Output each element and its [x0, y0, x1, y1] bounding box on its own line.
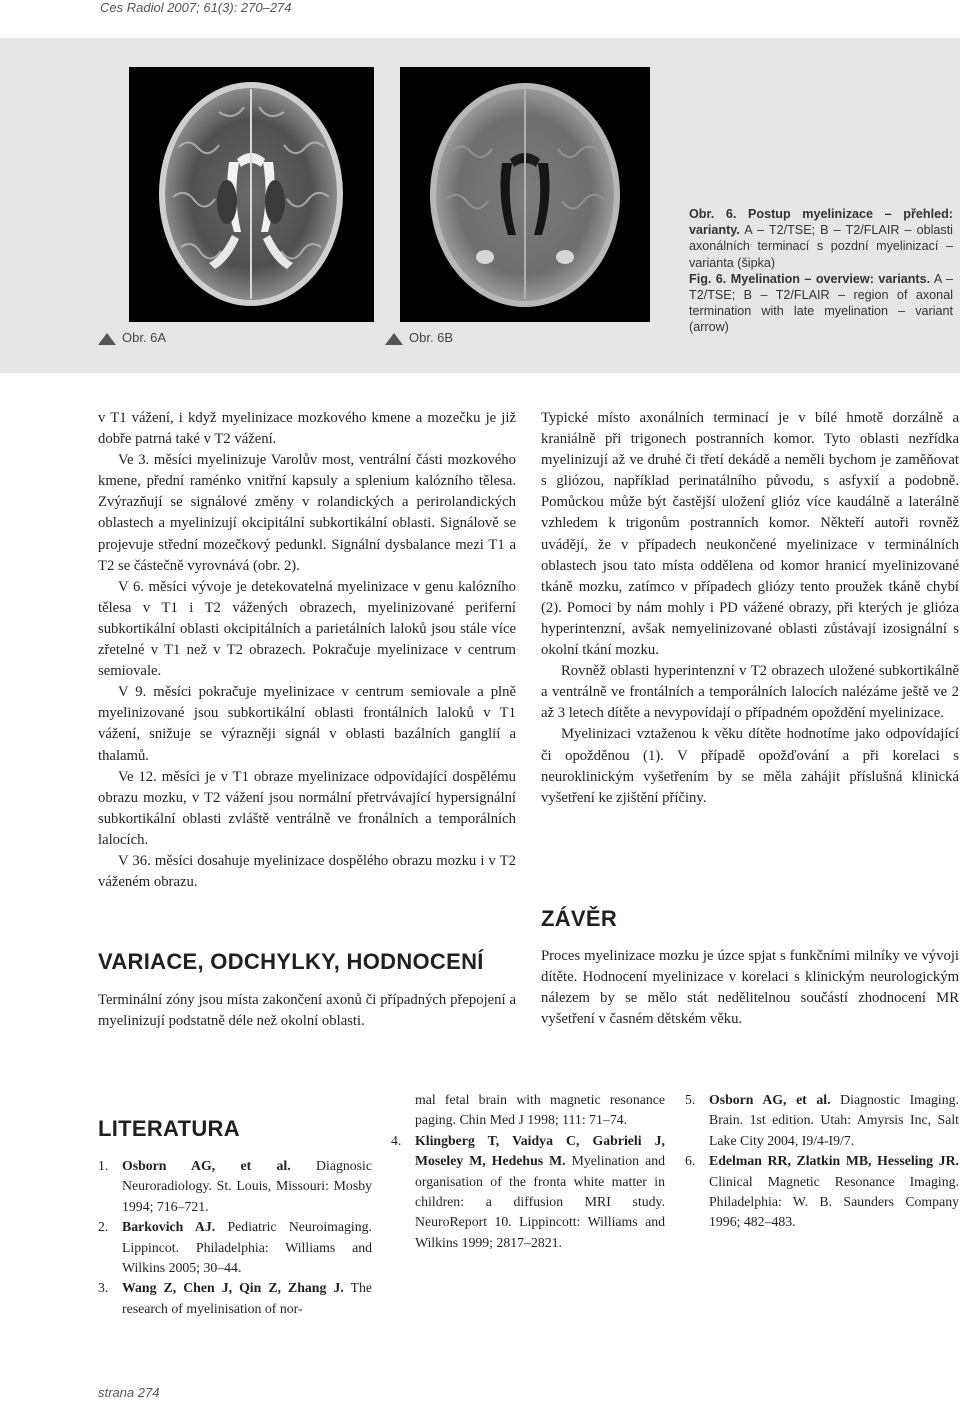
- figure-label-a: Obr. 6A: [122, 330, 167, 345]
- reference-item: 2. Barkovich AJ. Pediatric Neuroimaging. Lippincot. Philadelphia: Williams and Wilkins 2005; 30–44.: [98, 1219, 372, 1276]
- figure-caption: [689, 206, 953, 336]
- journal-header: Ces Radiol 2007; 61(3): 270–274: [100, 0, 292, 15]
- section-heading-variace: VARIACE, ODCHYLKY, HODNOCENÍ: [98, 949, 484, 974]
- references-col-1: [98, 1156, 372, 1319]
- reference-item: 1. Osborn AG, et al. Diagnosic Neuroradiology. St. Louis, Missouri: Mosby 1994; 716–721.: [98, 1158, 372, 1214]
- paragraph: Rovněž oblasti hyperintenzní v T2 obrazech uložené subkortikálně a ventrálně ve frontálních a temporálních lalocích nalézáme ještě ve 2 až 3 letech dítěte a nevypovídají o případném opoždění myelinizace.: [541, 663, 959, 722]
- caption-cz-title: Obr. 6. Postup myelinizace – přehled: varianty.: [689, 207, 953, 238]
- page-number: strana 274: [98, 1385, 160, 1400]
- reference-item: 6. Edelman RR, Zlatkin MB, Hesseling JR. Clinical Magnetic Resonance Imaging. Philadelphia: W. B. Saunders Company 1996; 482–483.: [685, 1153, 959, 1230]
- paragraph: V 6. měsíci vývoje je detekovatelná myelinizace v genu kalózního tělesa v T1 i T2 vážených obrazech, myelinizované periferní subkortikální oblasti okcipitálních a parietálních laloků jsou stále více zřetelné v T1 než v T2 obrazech. Pokračuje myelinizace v centrum semiovale.: [98, 578, 516, 680]
- left-column: [98, 408, 516, 893]
- caption-cz-body: A – T2/TSE; B – T2/FLAIR – oblasti axonálních terminací s pozdní myelinizací – varianta (šipka): [689, 223, 953, 270]
- paragraph: Typické místo axonálních terminací je v bílé hmotě dorzálně a kraniálně při trigonech postranních komor. Tyto oblasti nezřídka myelinizují až ve druhé či třetí dekádě a neměli bychom je zaměňovat s gliózou, například perinatálního původu, s asfyxií a podobně. Pomůckou může být častější uložení glióz více kaudálně a laterálně vzhledem k trigonům postranních komor. Někteří autoři rovněž uvádějí, že v případech neukončené myelinizace v terminálních oblastech jsou tato místa oddělena od komor hranicí myelinizované tkáně mozku, zatímco v případech gliózy tento proužek tkáně chybí (2). Pomoci by nám mohly i PD vážené obrazy, při kterých je glióza hyperintenzní, avšak nemyelinizované oblasti zůstávají izosignální s okolní tkání mozku.: [541, 410, 959, 659]
- caption-en-body: A – T2/TSE; B – T2/FLAIR – region of axonal termination with late myelination – variant (arrow): [689, 271, 953, 335]
- paragraph: Terminální zóny jsou místa zakončení axonů či případných přepojení a myelinizují podstatně déle než okolní oblasti.: [98, 992, 516, 1030]
- references-col-3: [685, 1090, 959, 1233]
- mri-image-a: [129, 67, 374, 322]
- label-b-arrow-icon: [385, 333, 403, 345]
- paragraph: Proces myelinizace mozku je úzce spjat s funkčními milníky ve vývoji dítěte. Hodnocení myelinizace v korelaci s klinickým neurologickým nálezem by se mělo stát nedělitelnou součástí zhodnocení MR vyšetření v časném dětském věku.: [541, 948, 959, 1028]
- left-column-end: [98, 990, 516, 1032]
- reference-item: 5. Osborn AG, et al. Diagnostic Imaging. Brain. 1st edition. Utah: Amyrsis Inc, Salt Lake City 2004, I9/4-I9/7.: [685, 1092, 959, 1148]
- paragraph: Myelinizaci vztaženou k věku dítěte hodnotíme jako odpovídající či opožděnou (1). V případě opožďování a při korelaci s neuroklinickým vyšetřením by se měla zahájit příslušná klinická vyšetření ke zjištění příčiny.: [541, 726, 959, 806]
- paragraph: V 36. měsíci dosahuje myelinizace dospělého obrazu mozku i v T2 váženém obrazu.: [98, 852, 516, 891]
- section-heading-zaver: ZÁVĚR: [541, 906, 618, 931]
- figure-label-b: Obr. 6B: [409, 330, 454, 345]
- references-heading: LITERATURA: [98, 1116, 240, 1141]
- label-a-arrow-icon: [98, 333, 116, 345]
- reference-item: 3. Wang Z, Chen J, Qin Z, Zhang J. The research of myelinisation of nor-: [98, 1280, 372, 1316]
- references-col-2: [391, 1090, 665, 1253]
- paragraph: Ve 3. měsíci myelinizuje Varolův most, ventrální části mozkového kmene, přední raménko vnitřní kapsuly a splenium kalózního tělesa. Zvýrazňují se signálové změny v rolandických a perirolandických oblastech a myelinizují okcipitální subkortikální oblasti. Signálově se projevuje střední mozečkový pedunkl. Signální dysbalance mezi T1 a T2 se částečně vyrovnává (obr. 2).: [98, 452, 516, 574]
- paragraph: V 9. měsíci pokračuje myelinizace v centrum semiovale a plně myelinizované jsou subkortikální oblasti frontálních laloků v T1 vážení, snižuje se výrazněji signál v oblasti bazálních ganglií a thalamů.: [98, 684, 516, 764]
- mri-image-b: [400, 67, 650, 322]
- paragraph: v T1 vážení, i když myelinizace mozkového kmene a mozečku je již dobře patrná také v T2 vážení.: [98, 410, 516, 448]
- paragraph: Ve 12. měsíci je v T1 obraze myelinizace odpovídající dospělému obrazu mozku, v T2 vážení jsou normální přetrvávající hypersignální subkortikální oblasti zvláště ventrálně ve fronálních a temporálních lalocích.: [98, 768, 516, 848]
- reference-item: 4. Klingberg T, Vaidya C, Gabrieli J, Moseley M, Hedehus M. Myelination and organisation of the fronta white matter in children: a diffusion MRI study. NeuroReport 10. Lippincott: Williams and Wilkins 1999; 2817–2821.: [391, 1132, 665, 1250]
- right-column-end: [541, 946, 959, 1030]
- right-column: [541, 408, 959, 809]
- caption-en-title: Fig. 6. Myelination – overview: variants.: [689, 271, 931, 286]
- reference-continuation: mal fetal brain with magnetic resonance paging. Chin Med J 1998; 111: 71–74.: [415, 1092, 665, 1128]
